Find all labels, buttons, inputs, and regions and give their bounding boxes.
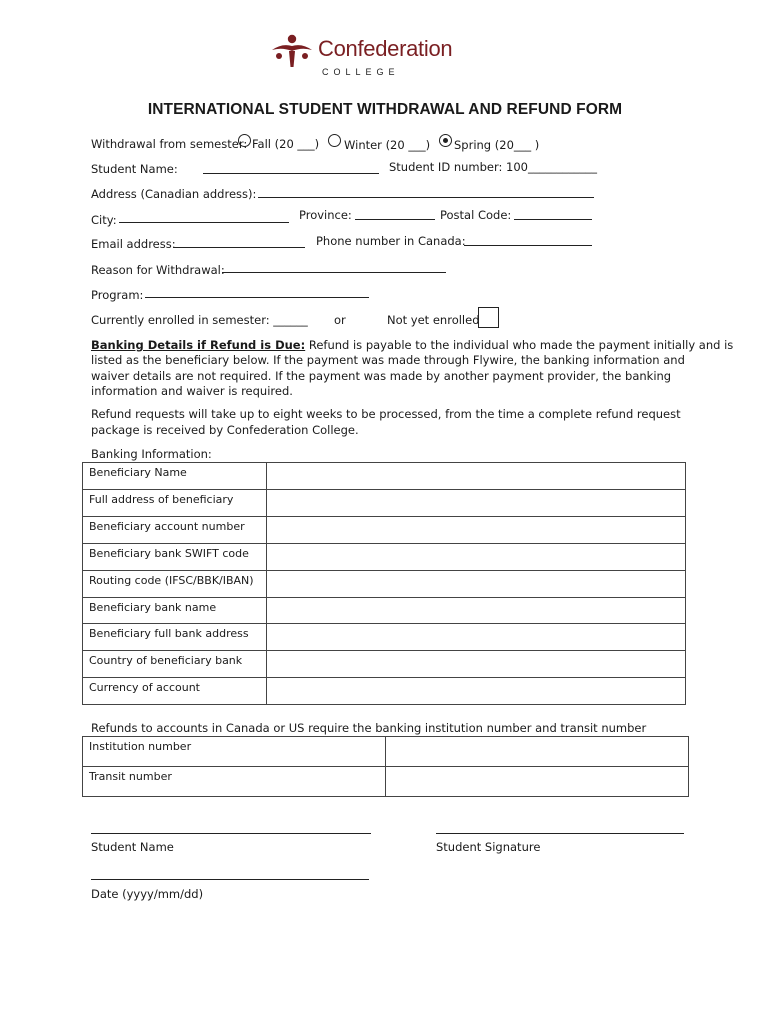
- banking-info-table: [82, 462, 686, 705]
- date-label: Date (yyyy/mm/dd): [91, 887, 204, 901]
- fall-radio[interactable]: [238, 134, 251, 147]
- refund-note: [91, 407, 691, 439]
- student-signature-label: Student Signature: [436, 840, 541, 854]
- canada-us-note: Refunds to accounts in Canada or US require the banking institution number and transit number: [91, 721, 647, 735]
- city-label: City:: [91, 213, 117, 227]
- banking-table-row: [83, 570, 686, 597]
- canada-table-row: [83, 767, 689, 797]
- program-field[interactable]: [145, 297, 369, 298]
- not-enrolled-label: Not yet enrolled: [387, 313, 480, 327]
- banking-table-row: [83, 543, 686, 570]
- logo-emblem-icon: [270, 34, 314, 68]
- address-field[interactable]: [258, 197, 594, 198]
- banking-row-input[interactable]: [267, 624, 686, 651]
- email-field[interactable]: [173, 247, 305, 248]
- email-label: Email address:: [91, 237, 176, 251]
- date-line[interactable]: [91, 879, 369, 880]
- phone-field[interactable]: [464, 245, 592, 246]
- banking-row-input[interactable]: [267, 570, 686, 597]
- phone-label: Phone number in Canada:: [316, 234, 466, 248]
- logo-name: Confederation: [318, 36, 453, 61]
- banking-row-label: Routing code (IFSC/BBK/IBAN): [83, 570, 267, 597]
- banking-row-input[interactable]: [267, 516, 686, 543]
- province-field[interactable]: [355, 219, 435, 220]
- banking-table-row: [83, 678, 686, 705]
- fall-label: Fall (20 ___): [252, 137, 320, 151]
- banking-row-label: Country of beneficiary bank: [83, 651, 267, 678]
- banking-row-input[interactable]: [267, 651, 686, 678]
- not-enrolled-checkbox[interactable]: [478, 307, 499, 328]
- postal-code-field[interactable]: [514, 219, 592, 220]
- reason-label: Reason for Withdrawal:: [91, 263, 225, 277]
- postal-code-label: Postal Code:: [440, 208, 512, 222]
- winter-radio[interactable]: [328, 134, 341, 147]
- banking-note-line4: information and waiver is required.: [91, 384, 293, 399]
- banking-table-row: [83, 463, 686, 490]
- banking-row-label: Currency of account: [83, 678, 267, 705]
- banking-row-label: Beneficiary full bank address: [83, 624, 267, 651]
- reason-field[interactable]: [222, 272, 446, 273]
- or-label: or: [334, 313, 346, 327]
- student-name-label: Student Name:: [91, 162, 178, 176]
- banking-table-row: [83, 597, 686, 624]
- canada-row-input[interactable]: [386, 767, 689, 797]
- banking-row-label: Full address of beneficiary: [83, 490, 267, 517]
- college-logo: [270, 32, 470, 80]
- student-name-field[interactable]: [203, 173, 379, 174]
- winter-label: Winter (20 ___): [344, 138, 431, 152]
- institution-transit-table: [82, 736, 689, 797]
- banking-row-input[interactable]: [267, 678, 686, 705]
- banking-info-label: Banking Information:: [91, 447, 212, 461]
- banking-row-input[interactable]: [267, 543, 686, 570]
- banking-row-input[interactable]: [267, 597, 686, 624]
- student-name-sign-line[interactable]: [91, 833, 371, 834]
- refund-note-line2: package is received by Confederation College.: [91, 423, 359, 438]
- address-label: Address (Canadian address):: [91, 187, 257, 201]
- banking-row-input[interactable]: [267, 490, 686, 517]
- spring-radio[interactable]: [439, 134, 452, 147]
- banking-table-row: [83, 516, 686, 543]
- banking-table-row: [83, 490, 686, 517]
- program-label: Program:: [91, 288, 144, 302]
- banking-note-line3: waiver details are not required. If the payment was made by another payment provider, the banking: [91, 368, 672, 383]
- city-field[interactable]: [119, 222, 289, 223]
- canada-row-label: Transit number: [83, 767, 386, 797]
- student-signature-line[interactable]: [436, 833, 684, 834]
- banking-note-line2: listed as the beneficiary below. If the payment was made through Flywire, the banking information and: [91, 353, 685, 368]
- banking-row-input[interactable]: [267, 463, 686, 490]
- banking-note-heading: Banking Details if Refund is Due:: [91, 338, 306, 352]
- province-label: Province:: [299, 208, 352, 222]
- form-title: INTERNATIONAL STUDENT WITHDRAWAL AND REFUND FORM: [147, 101, 623, 118]
- student-name-sign-label: Student Name: [91, 840, 174, 854]
- canada-row-input[interactable]: [386, 737, 689, 767]
- refund-note-line1: Refund requests will take up to eight weeks to be processed, from the time a complete refund request: [91, 407, 681, 421]
- banking-row-label: Beneficiary bank SWIFT code: [83, 543, 267, 570]
- semester-label: Withdrawal from semester:: [91, 137, 248, 151]
- enrolled-semester-field[interactable]: Currently enrolled in semester: ______: [91, 313, 308, 327]
- spring-label: Spring (20___ ): [454, 138, 540, 152]
- banking-row-label: Beneficiary account number: [83, 516, 267, 543]
- banking-row-label: Beneficiary bank name: [83, 597, 267, 624]
- banking-note: [91, 338, 734, 400]
- canada-table-row: [83, 737, 689, 767]
- banking-table-row: [83, 624, 686, 651]
- student-id-field[interactable]: Student ID number: 100____________: [389, 160, 597, 174]
- logo-subtitle: COLLEGE: [322, 67, 400, 77]
- banking-note-line1: Refund is payable to the individual who made the payment initially and is: [305, 338, 734, 352]
- canada-row-label: Institution number: [83, 737, 386, 767]
- banking-table-row: [83, 651, 686, 678]
- banking-row-label: Beneficiary Name: [83, 463, 267, 490]
